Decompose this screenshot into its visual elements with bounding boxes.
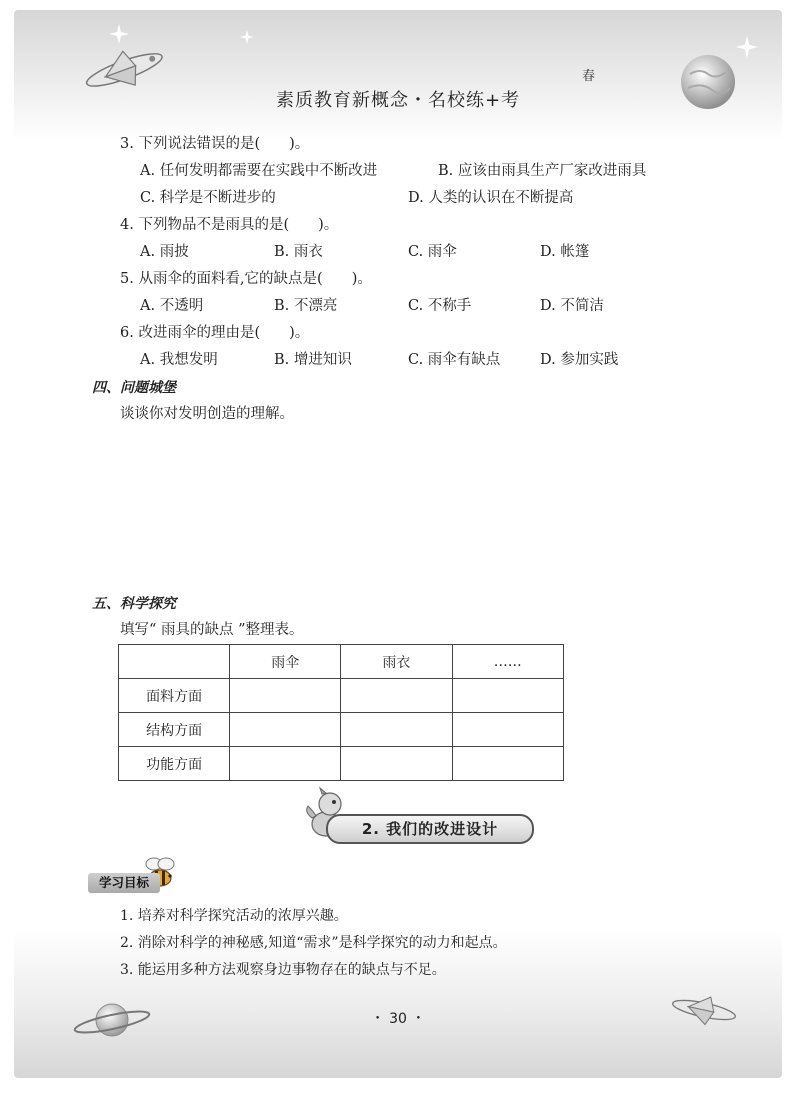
book-title: 素质教育新概念・名校练+考 (275, 90, 521, 111)
table-cell[interactable] (452, 713, 563, 747)
learning-goals-tag: 学习目标 (88, 873, 160, 893)
question-3-option-b: B. 应该由雨具生产厂家改进雨具 (438, 163, 647, 179)
table-header-cell: 雨衣 (341, 645, 452, 679)
question-5-option-a: A. 不透明 (140, 298, 204, 314)
section-5-prompt: 填写“ 雨具的缺点 ”整理表。 (120, 622, 304, 638)
table-row (119, 713, 564, 747)
table-cell[interactable] (341, 713, 452, 747)
section-4-prompt: 谈谈你对发明创造的理解。 (120, 406, 294, 422)
section-4-heading: 四、问题城堡 (92, 380, 176, 396)
question-4-option-c: C. 雨伞 (408, 244, 457, 260)
rain-gear-defects-table (118, 644, 564, 781)
question-4-option-d: D. 帐篷 (540, 244, 590, 260)
question-6-option-d: D. 参加实践 (540, 352, 619, 368)
question-3-option-d: D. 人类的认识在不断提高 (408, 190, 574, 206)
table-cell[interactable] (230, 747, 341, 781)
table-row-label: 面料方面 (119, 679, 230, 713)
learning-goal-1: 1. 培养对科学探究活动的浓厚兴趣。 (120, 908, 348, 924)
table-cell[interactable] (341, 679, 452, 713)
question-6-stem: 6. 改进雨伞的理由是( )。 (120, 325, 310, 341)
sparkle-star-icon (240, 30, 254, 44)
learning-goal-3: 3. 能运用多种方法观察身边事物存在的缺点与不足。 (120, 962, 446, 978)
question-6-option-a: A. 我想发明 (140, 352, 218, 368)
question-5-option-b: B. 不漂亮 (274, 298, 338, 314)
table-header-cell: 雨伞 (230, 645, 341, 679)
question-6-option-b: B. 增进知识 (274, 352, 352, 368)
question-6-option-c: C. 雨伞有缺点 (408, 352, 501, 368)
question-3-stem: 3. 下列说法错误的是( )。 (120, 136, 310, 152)
question-3-option-a: A. 任何发明都需要在实践中不断改进 (140, 163, 378, 179)
table-row (119, 747, 564, 781)
sparkle-star-icon (736, 36, 758, 58)
table-cell[interactable] (341, 747, 452, 781)
table-row-label: 结构方面 (119, 713, 230, 747)
sparkle-star-icon (109, 24, 129, 44)
worksheet-page (14, 10, 782, 1078)
table-cell[interactable] (452, 747, 563, 781)
question-5-option-d: D. 不简洁 (540, 298, 604, 314)
table-header-cell (119, 645, 230, 679)
question-4-option-b: B. 雨衣 (274, 244, 323, 260)
learning-goal-2: 2. 消除对科学的神秘感,知道“需求”是科学探究的动力和起点。 (120, 935, 507, 951)
table-row-label: 功能方面 (119, 747, 230, 781)
table-header-row (119, 645, 564, 679)
season-label: 春 (582, 69, 596, 84)
question-5-option-c: C. 不称手 (408, 298, 472, 314)
question-5-stem: 5. 从雨伞的面料看,它的缺点是( )。 (120, 271, 372, 287)
question-4-stem: 4. 下列物品不是雨具的是( )。 (120, 217, 339, 233)
table-cell[interactable] (452, 679, 563, 713)
page-number: ・ 30 ・ (370, 1011, 426, 1027)
question-4-option-a: A. 雨披 (140, 244, 189, 260)
question-3-option-c: C. 科学是不断进步的 (140, 190, 276, 206)
lesson-title-banner: 2. 我们的改进设计 (326, 814, 534, 844)
table-header-cell: …… (452, 645, 563, 679)
section-5-heading: 五、科学探究 (92, 596, 176, 612)
table-cell[interactable] (230, 713, 341, 747)
table-cell[interactable] (230, 679, 341, 713)
table-row (119, 679, 564, 713)
